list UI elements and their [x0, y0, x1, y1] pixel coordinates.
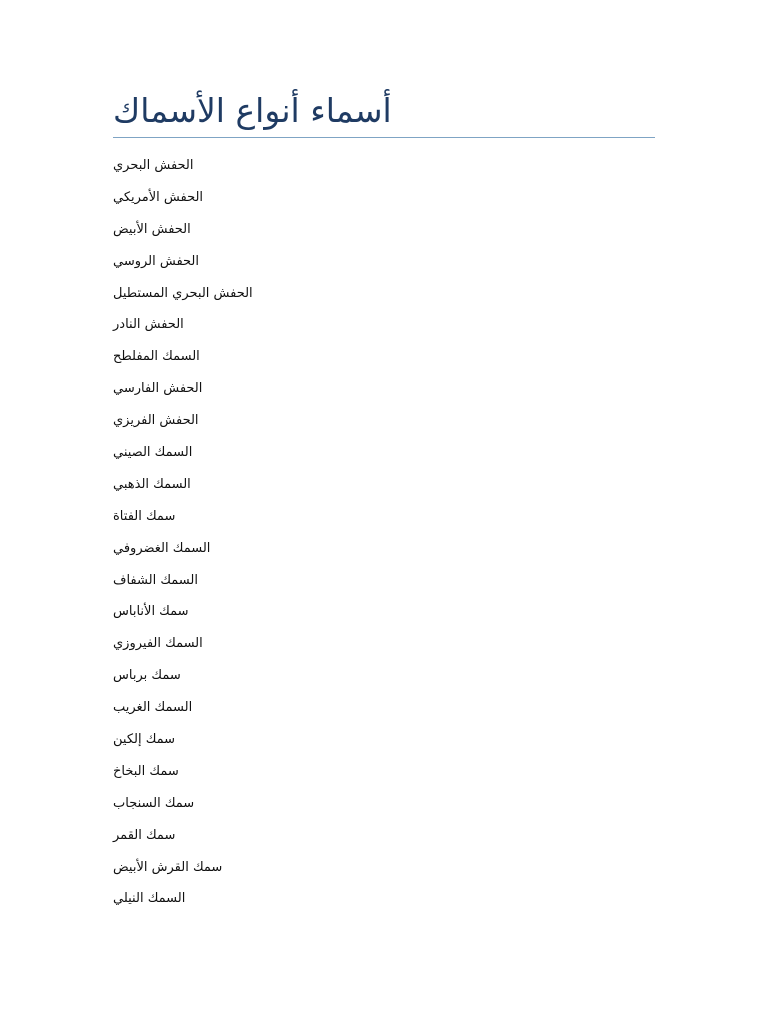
- list-item: سمك القمر: [113, 827, 176, 843]
- list-item: الحفش البحري: [113, 158, 194, 173]
- list-item: السمك الصيني: [113, 445, 193, 461]
- list-item: السمك الغريب: [113, 700, 193, 716]
- title-block: [113, 88, 655, 138]
- list-item: سمك الفتاة: [113, 508, 176, 524]
- list-item: الحفش البحري المستطيل: [113, 285, 253, 301]
- list-item: الحفش الفريزي: [113, 413, 199, 429]
- list-item: سمك البخاخ: [113, 763, 179, 779]
- title-underline: [113, 137, 655, 138]
- list-item: الحفش الأبيض: [113, 221, 191, 237]
- list-item: الحفش الأمريكي: [113, 189, 204, 205]
- list-item: الحفش الروسي: [113, 253, 199, 269]
- document-title: أسماء أنواع الأسماك: [113, 91, 392, 130]
- list-item: السمك الفيروزي: [113, 636, 203, 652]
- list-item: سمك برباس: [113, 668, 181, 684]
- list-item: سمك إلكين: [113, 732, 176, 748]
- list-item: السمك النيلي: [113, 891, 186, 907]
- list-item: السمك الذهبي: [113, 476, 191, 492]
- list-item: سمك الأناباس: [113, 604, 189, 620]
- fish-names-list: [113, 150, 655, 915]
- list-item: الحفش الفارسي: [113, 381, 203, 397]
- list-item: السمك المفلطح: [113, 349, 200, 365]
- list-item: الحفش النادر: [113, 317, 184, 333]
- list-item: السمك الشفاف: [113, 572, 198, 588]
- list-item: سمك القرش الأبيض: [113, 859, 223, 875]
- list-item: سمك السنجاب: [113, 795, 195, 811]
- list-item: السمك الغضروفي: [113, 540, 211, 556]
